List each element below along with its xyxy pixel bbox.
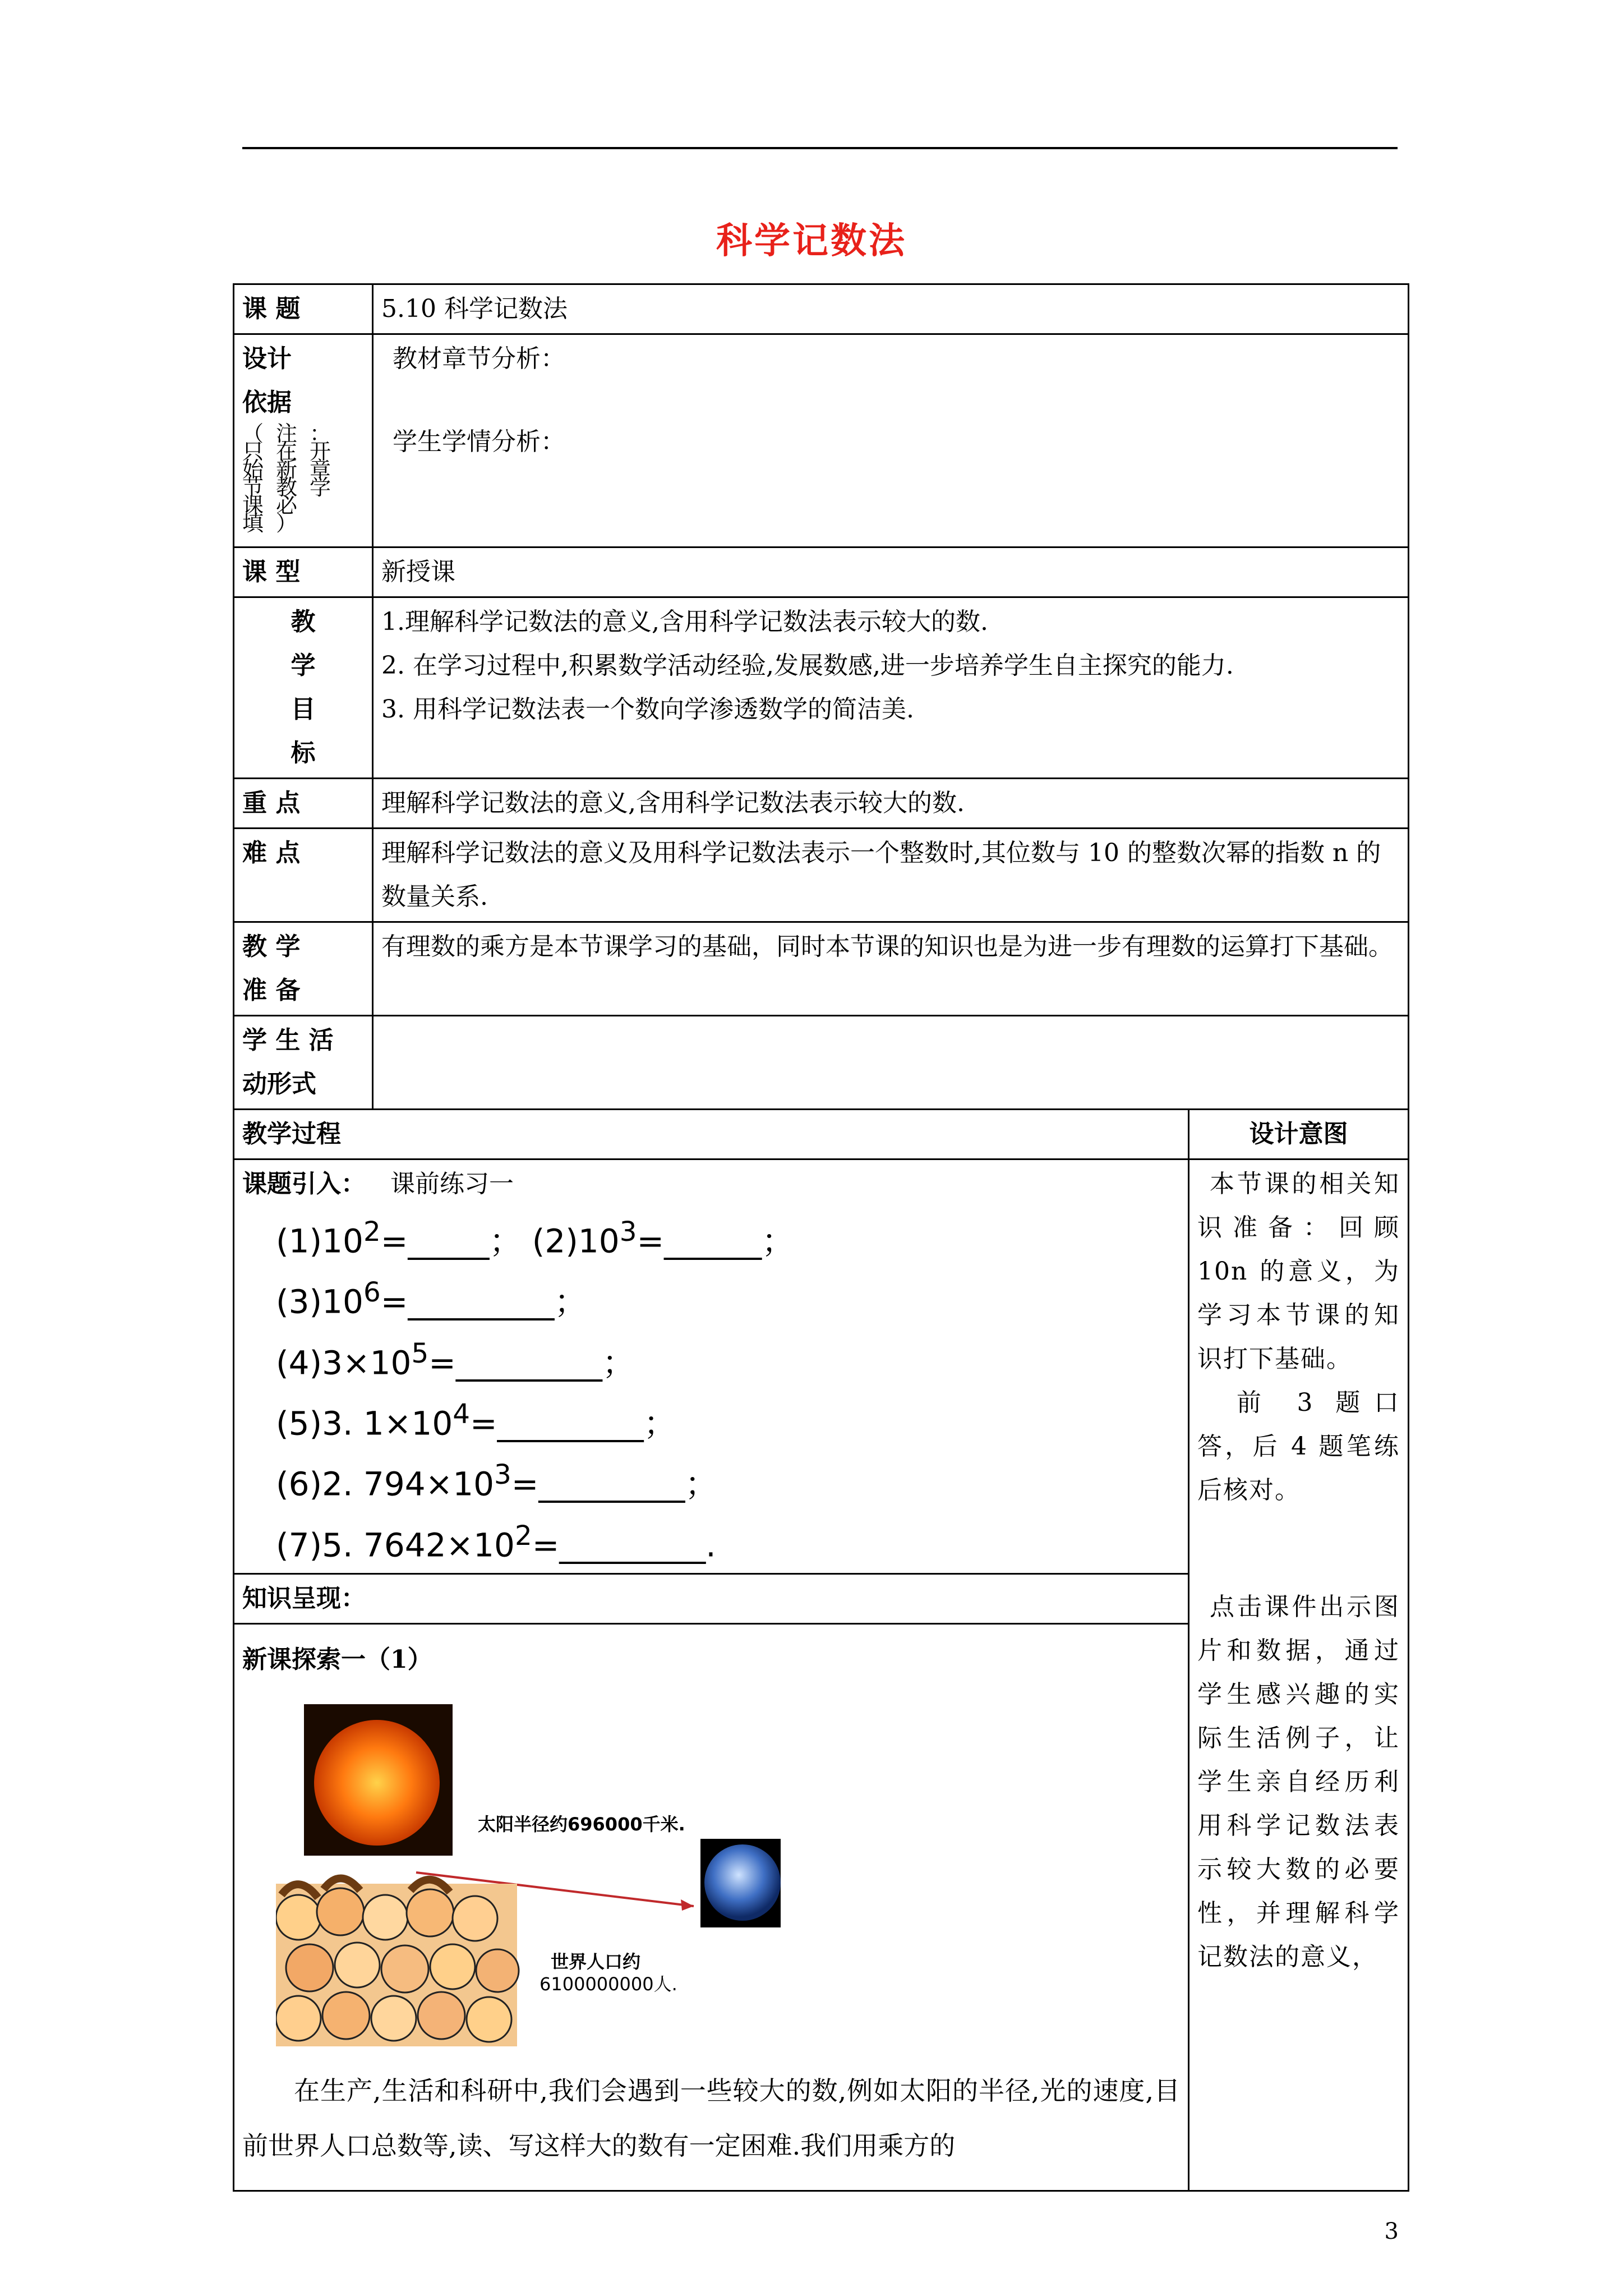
- row-basis: [234, 334, 1409, 547]
- exercise-item: $(1)10^2=\_\_\_\_\_$； $(2)10^3=\_\_\_\_\_\_$；: [276, 1216, 795, 1260]
- goal-item: 3. 用科学记数法表一个数向学渗透数学的简洁美.: [381, 695, 914, 724]
- intro-text: 课前练习一: [390, 1170, 514, 1198]
- lesson-plan-table: [233, 283, 1409, 2192]
- row-topic: [234, 284, 1409, 334]
- sun-earth-people-illustration: [276, 1704, 781, 2052]
- illustration: [276, 1704, 781, 2052]
- exercise-item: $(4)3\times 10^5=\_\_\_\_\_\_\_\_\_$；: [276, 1337, 635, 1382]
- label-prep-1: 教 学: [242, 932, 301, 961]
- exercise-item: (5)3. $1\times 10^4=\_\_\_\_\_\_\_\_\_$；: [276, 1398, 676, 1443]
- page-number: 3: [1384, 2219, 1399, 2244]
- earth-disc: [704, 1844, 781, 1921]
- label-goals: [234, 597, 373, 779]
- design-header: 设计意图: [1189, 1110, 1409, 1159]
- explore-label: 新课探索一（1）: [242, 1645, 432, 1674]
- value-activity: [373, 1016, 1409, 1110]
- row-goals: [234, 597, 1409, 779]
- label-key: 重 点: [234, 779, 373, 829]
- label-type: 课 型: [234, 547, 373, 597]
- sun-caption: 太阳半径约696000千米.: [478, 1813, 685, 1835]
- basis-line-textbook: 教材章节分析：: [393, 344, 565, 373]
- value-key: 理解科学记数法的意义,含用科学记数法表示较大的数.: [373, 779, 1409, 829]
- label-activity-1: 学 生 活: [242, 1026, 334, 1055]
- goals-char: 标: [291, 739, 316, 767]
- exercise-list: [242, 1206, 1180, 1571]
- goal-item: 2. 在学习过程中,积累数学活动经验,发展数感,进一步培养学生自主探究的能力.: [381, 651, 1234, 680]
- goals-char: 目: [291, 695, 316, 724]
- goals-char: 学: [291, 651, 316, 680]
- exercise-item: $(3)10^6=\_\_\_\_\_\_\_\_\_$；: [276, 1277, 587, 1321]
- value-prep: 有理数的乘方是本节课学习的基础，同时本节课的知识也是为进一步有理数的运算打下基础。: [373, 922, 1409, 1016]
- label-activity: [234, 1016, 373, 1110]
- row-prep: [234, 922, 1409, 1016]
- exercise-item: (7)5. $7642\times 10^2=\_\_\_\_\_\_\_\_\_$.: [276, 1520, 716, 1564]
- basis-line-student: 学生学情分析：: [393, 427, 565, 456]
- design-intent-2: 前 3 题口答，后 4 题笔练后核对。: [1197, 1388, 1400, 1504]
- label-basis-1: 设计: [242, 344, 292, 373]
- label-prep: [234, 922, 373, 1016]
- design-intent-cell: [1189, 1159, 1409, 2191]
- header-rule: [242, 147, 1398, 149]
- row-difficult: [234, 829, 1409, 922]
- value-goals: [373, 597, 1409, 779]
- explore-paragraph: 在生产,生活和科研中,我们会遇到一些较大的数,例如太阳的半径,光的速度,目前世界人口总数等,读、写这样大的数有一定困难.我们用乘方的: [242, 2075, 1180, 2161]
- label-topic: 课 题: [234, 284, 373, 334]
- people-caption-2: 6100000000人.: [540, 1973, 677, 1995]
- goal-item: 1.理解科学记数法的意义,含用科学记数法表示较大的数.: [381, 608, 988, 636]
- exercise-item: (6)2. $794\times 10^3=\_\_\_\_\_\_\_\_\_$；: [276, 1459, 718, 1503]
- intro-cell: [234, 1159, 1189, 1574]
- explore-cell: [234, 1623, 1189, 2191]
- label-activity-2: 动形式: [242, 1070, 316, 1098]
- label-difficult: 难 点: [234, 829, 373, 922]
- design-intent-3: 点击课件出示图片和数据，通过学生感兴趣的实际生活例子，让学生亲自经历利用科学记数法表示较大数的必要性，并理解科学记数法的意义，: [1197, 1593, 1400, 1971]
- value-topic: 5.10 科学记数法: [373, 284, 1409, 334]
- design-intent-1: 本节课的相关知识准备：回顾 10n 的意义，为学习本节课的知识打下基础。: [1197, 1170, 1400, 1373]
- value-difficult: 理解科学记数法的意义及用科学记数法表示一个整数时,其位数与 10 的整数次幂的指数 n 的数量关系.: [373, 829, 1409, 922]
- knowledge-label: 知识呈现：: [234, 1573, 1189, 1623]
- page-title: 科学记数法: [716, 220, 907, 262]
- value-type: 新授课: [373, 547, 1409, 597]
- row-activity: [234, 1016, 1409, 1110]
- intro-label: 课题引入：: [242, 1170, 366, 1198]
- row-type: [234, 547, 1409, 597]
- value-basis: [373, 334, 1409, 547]
- sun-disc: [314, 1720, 440, 1846]
- label-prep-2: 准 备: [242, 976, 301, 1005]
- goals-char: 教: [291, 608, 316, 636]
- crowd-icon: [276, 1878, 519, 2046]
- row-process-header: [234, 1110, 1409, 1159]
- row-intro: [234, 1159, 1409, 1574]
- basis-note: （注：只在开始新章节教学课必填）: [242, 421, 344, 536]
- label-basis-2: 依据: [242, 388, 292, 417]
- row-key: [234, 779, 1409, 829]
- label-basis: [234, 334, 373, 547]
- process-header: 教学过程: [234, 1110, 1189, 1159]
- people-caption-1: 世界人口约: [551, 1950, 641, 1972]
